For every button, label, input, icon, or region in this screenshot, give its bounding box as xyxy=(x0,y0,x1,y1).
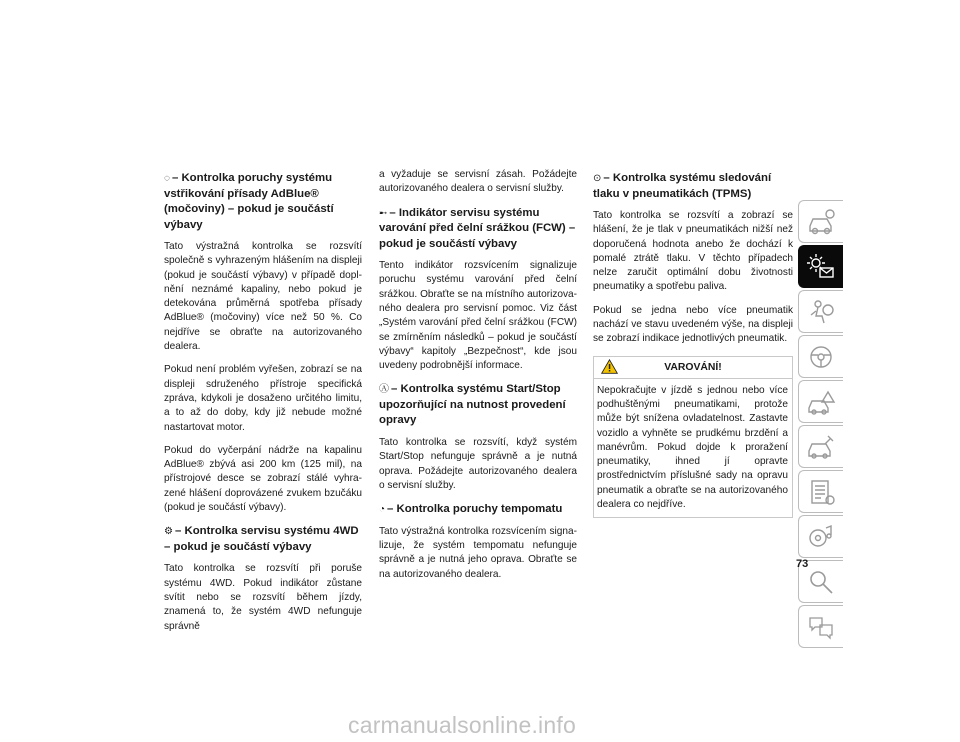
column-left xyxy=(164,168,362,643)
chapter-tab[interactable] xyxy=(798,335,843,378)
warning-box xyxy=(593,356,793,519)
chapter-tab[interactable] xyxy=(798,380,843,423)
paragraph: Tato výstražná kontrolka rozsvícením signa-lizuje, že systém tempomatu nefunguje správně a je nutná jeho oprava. Obraťte se na autorizovaného dealera. xyxy=(379,525,577,580)
warning-lights-icon xyxy=(806,253,836,281)
multimedia-icon xyxy=(806,523,836,551)
paragraph: Pokud do vyčerpání nádrže na kapalinu AdBlue® zbývá asi 200 km (125 mil), na přístrojové desce se zobrazí stálé vyhra-zené hlášení doprovázené zvukem bzučáku (pokud je součástí výbavy). xyxy=(164,444,362,514)
section-heading-fcw: ➸ – Indikátor servisu systému varování před čelní srážkou (FCW) – pokud je součástí výbavy xyxy=(379,206,576,250)
paragraph: Tato kontrolka se rozsvítí při poruše systému 4WD. Pokud indikátor zůstane svítit nebo se rozsvítí během jízdy, znamená to, že systém 4WD nefunguje správně xyxy=(164,563,362,632)
warning-body xyxy=(594,379,792,518)
car-service-icon xyxy=(806,433,836,461)
warning-triangle-icon xyxy=(601,359,618,374)
steering-wheel-icon xyxy=(806,343,836,371)
paragraph: Pokud se jedna nebo více pneumatik nachází ve stavu uvedeném výše, na displeji se zobrazí indikace jednotlivých pneumatik. xyxy=(593,304,793,345)
chapter-tabs xyxy=(798,200,843,650)
chapter-tab[interactable] xyxy=(798,470,843,513)
chapter-tab[interactable] xyxy=(798,515,843,558)
car-emergency-icon xyxy=(806,388,836,416)
column-right xyxy=(593,168,793,518)
paragraph: Pokud není problém vyřešen, zobrazí se na displeji sdruženého přístroje specifická zpráva, kdykoli je dosaženo určitého limitu, a to až do doby, kdy již nebude možné nastartovat motor. xyxy=(164,364,362,433)
paragraph: Tento indikátor rozsvícením signalizuje poruchu systému varování před čelní srážkou. Obraťte se na místního autorizova-ného dealera pro servisní pomoc. Viz část „Systém varování před čelní srážkou (FCW) se zmírněním následků – pokud je součástí výbavy“ kapitoly „Bezpečnost“, kde jsou uvedeny podrobnější informace. xyxy=(379,260,577,372)
chapter-tab[interactable] xyxy=(798,425,843,468)
cruise-control-icon: ◔ xyxy=(379,504,386,516)
tpms-icon: ⊙ xyxy=(593,173,602,184)
paragraph: Tato kontrolka se rozsvítí a zobrazí se hlášení, že je tlak v pneumatikách nižší než doporučená hodnota anebo že dochází k pomalé ztrátě tlaku. V těchto případech nelze zaručit optimální dobu životnosti pneumatiky a spotřebu paliva. xyxy=(593,210,793,293)
section-heading-tpms: ⊙ – Kontrolka systému sledování tlaku v pneumatikách (TPMS) xyxy=(593,172,772,200)
section-heading-adblue: ◌ – Kontrolka poruchy systému vstřikování přísady AdBlue® (močoviny) – pokud je součástí výbavy xyxy=(164,172,334,231)
chapter-tab[interactable] xyxy=(798,290,843,333)
section-heading-4wd: ⚙ – Kontrolka servisu systému 4WD – pokud je součástí výbavy xyxy=(164,525,359,553)
chapter-tab-active[interactable] xyxy=(798,245,843,288)
paragraph: Tato výstražná kontrolka se rozsvítí společně s vyhrazeným hlášením na displeji (pokud je součástí výbavy) v případě dopl-nění neznámé kapaliny, nebo pokud je detekována průměrná spotřeba přísady AdBlue® (močoviny) více než 50 %. Co nejdříve se obraťte na autorizovaného dealera. xyxy=(164,241,362,353)
warning-heading: VAROVÁNÍ! xyxy=(664,361,722,373)
maintenance-list-icon xyxy=(806,478,836,506)
start-stop-icon: Ⓐ xyxy=(379,384,389,396)
airbag-safety-icon xyxy=(806,298,836,326)
language-icon xyxy=(806,613,836,641)
watermark: carmanualsonline.info xyxy=(348,712,576,738)
paragraph: Tato kontrolka se rozsvítí, když systém Start/Stop nefunguje správně a je nutná oprava. Požádejte autorizovaného dealera o servisní služby. xyxy=(379,436,577,491)
section-heading-cruise: ◔ – Kontrolka poruchy tempomatu xyxy=(379,503,563,516)
chapter-tab[interactable] xyxy=(798,605,843,648)
chapter-tab[interactable] xyxy=(798,200,843,243)
fcw-icon: ➸ xyxy=(379,207,388,219)
warning-header xyxy=(594,357,792,379)
column-middle xyxy=(379,168,577,591)
page-number: 73 xyxy=(796,558,809,570)
car-info-icon xyxy=(806,208,836,236)
section-heading-start-stop: Ⓐ – Kontrolka systému Start/Stop upozorňující na nutnost provedení opravy xyxy=(379,383,566,427)
4wd-service-icon: ⚙ xyxy=(164,526,173,538)
warning-text: Nepokračujte v jízdě s jednou nebo více podhuštěnými pneumatikami, protože může být snížena ovladatelnost. Zastavte vozidlo a vyhněte se prudkému brzdění a manévrům. Pokud dojde k proražení pneumatiky, ihned jí opravte prostřednictvím příslušné sady na opravu pneumatik a obraťte se na autorizovaného dealera co nejdříve. xyxy=(597,384,788,511)
adblue-icon: ◌ xyxy=(164,173,170,184)
search-index-icon xyxy=(806,568,836,596)
paragraph: a vyžaduje se servisní zásah. Požádejte autorizovaného dealera o servisní služby. xyxy=(379,169,577,195)
